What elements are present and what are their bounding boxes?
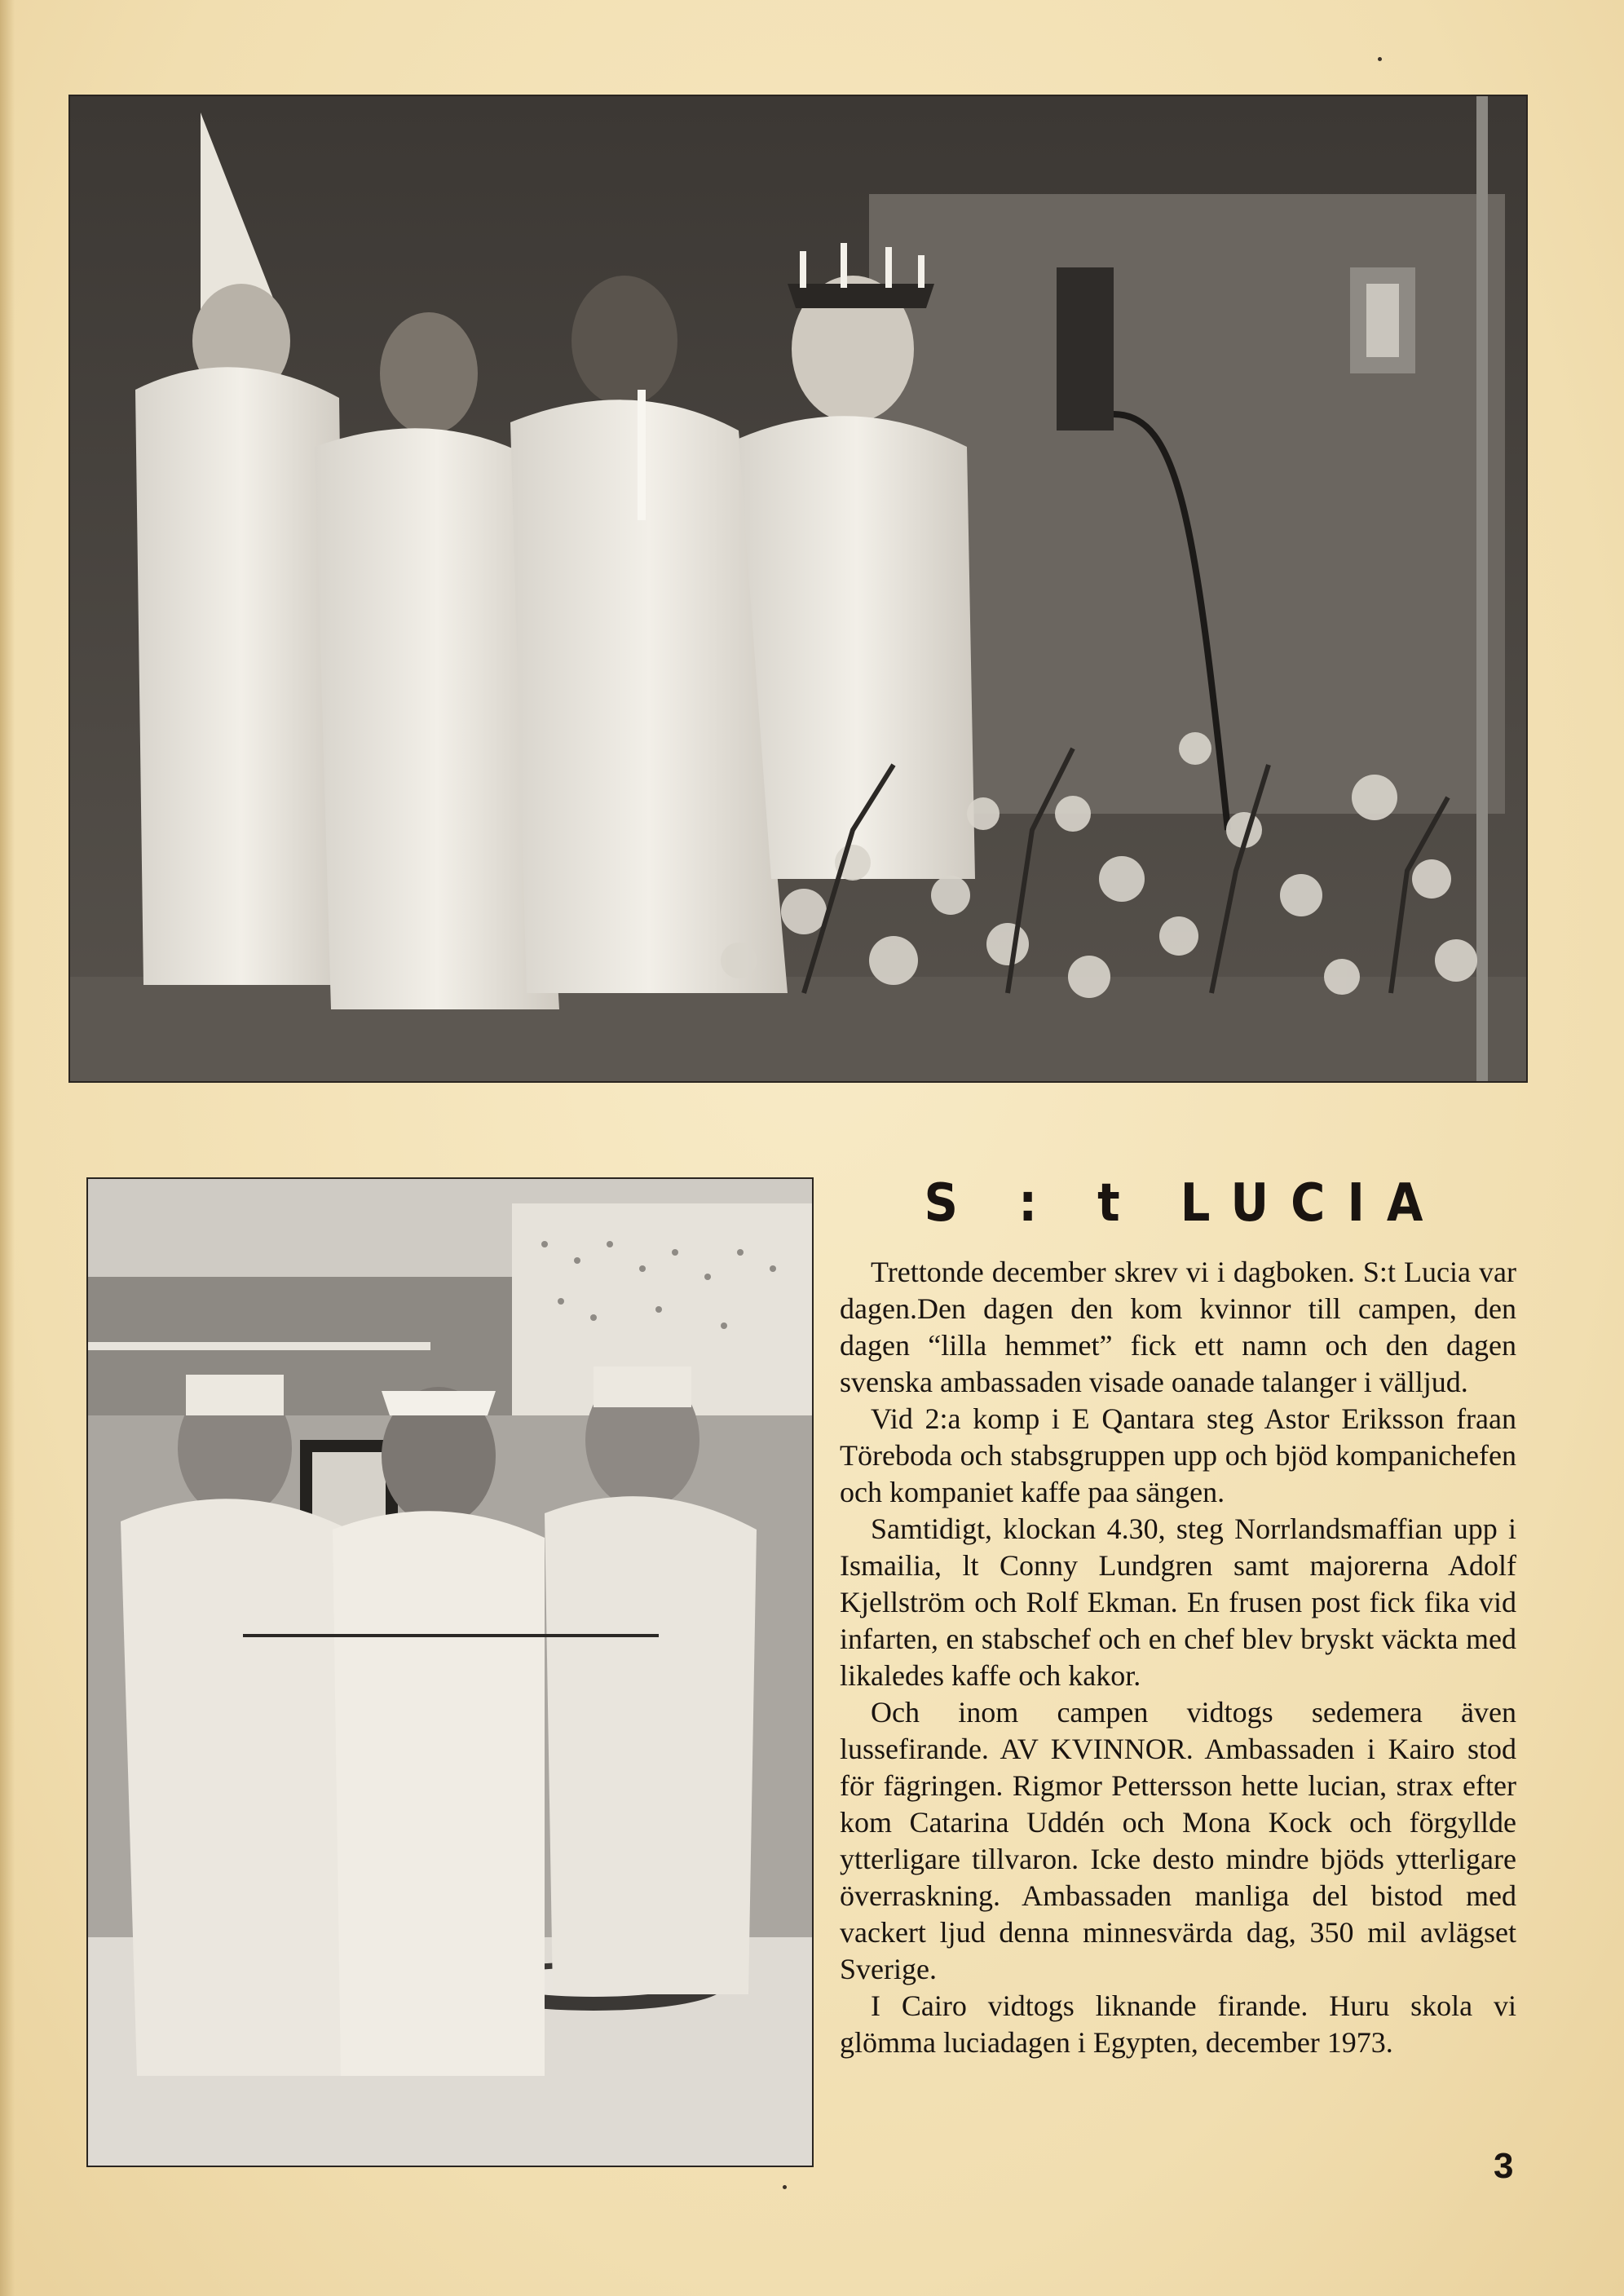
- article-paragraph-5: I Cairo vidtogs liknande firande. Huru skola vi glömma luciadagen i Egypten, december 1973.: [840, 1989, 1516, 2059]
- lucia-procession-photo: [68, 95, 1528, 1083]
- binding-shadow: [0, 0, 15, 2296]
- print-speck: [783, 2185, 787, 2189]
- article-title: S : t LUCIA: [924, 1173, 1445, 1234]
- article-paragraph-4: Och inom campen vidtogs sedemera även lussefirande. AV KVINNOR. Ambassaden i Kairo stod för fägringen. Rigmor Pettersson hette lucian, strax efter kom Catarina Uddén och Mona Kock och förgyllde ytterligare tillvaron. Icke desto mindre bjöds ytterligare överraskning. Ambassaden manliga del bistod med vackert ljud denna minnesvärda dag, 350 mil avlägset Sverige.: [840, 1696, 1516, 1985]
- article-paragraph-1: Trettonde december skrev vi i dagboken. S:t Lucia var dagen.Den dagen den kom kvinnor till campen, den dagen “lilla hemmet” fick ett namn och den dagen svenska ambassaden visade oanade talanger i välljud.: [840, 1256, 1516, 1398]
- article-paragraph-2: Vid 2:a komp i E Qantara steg Astor Eriksson fraan Töreboda och stabsgruppen upp och bjöd kompanichefen och kompaniet kaffe paa sängen.: [840, 1402, 1516, 1508]
- article: [840, 1171, 1516, 2061]
- page-number: 3: [1494, 2146, 1514, 2186]
- article-paragraph-3: Samtidigt, klockan 4.30, steg Norrlandsmaffian upp i Ismailia, lt Conny Lundgren samt majorerna Adolf Kjellström och Rolf Ekman. En frusen post fick fika vid infarten, en stabschef och en chef blev bryskt väckta med likaledes kaffe och kakor.: [840, 1512, 1516, 1692]
- embassy-singers-photo: [86, 1177, 814, 2167]
- print-speck: [1378, 57, 1382, 61]
